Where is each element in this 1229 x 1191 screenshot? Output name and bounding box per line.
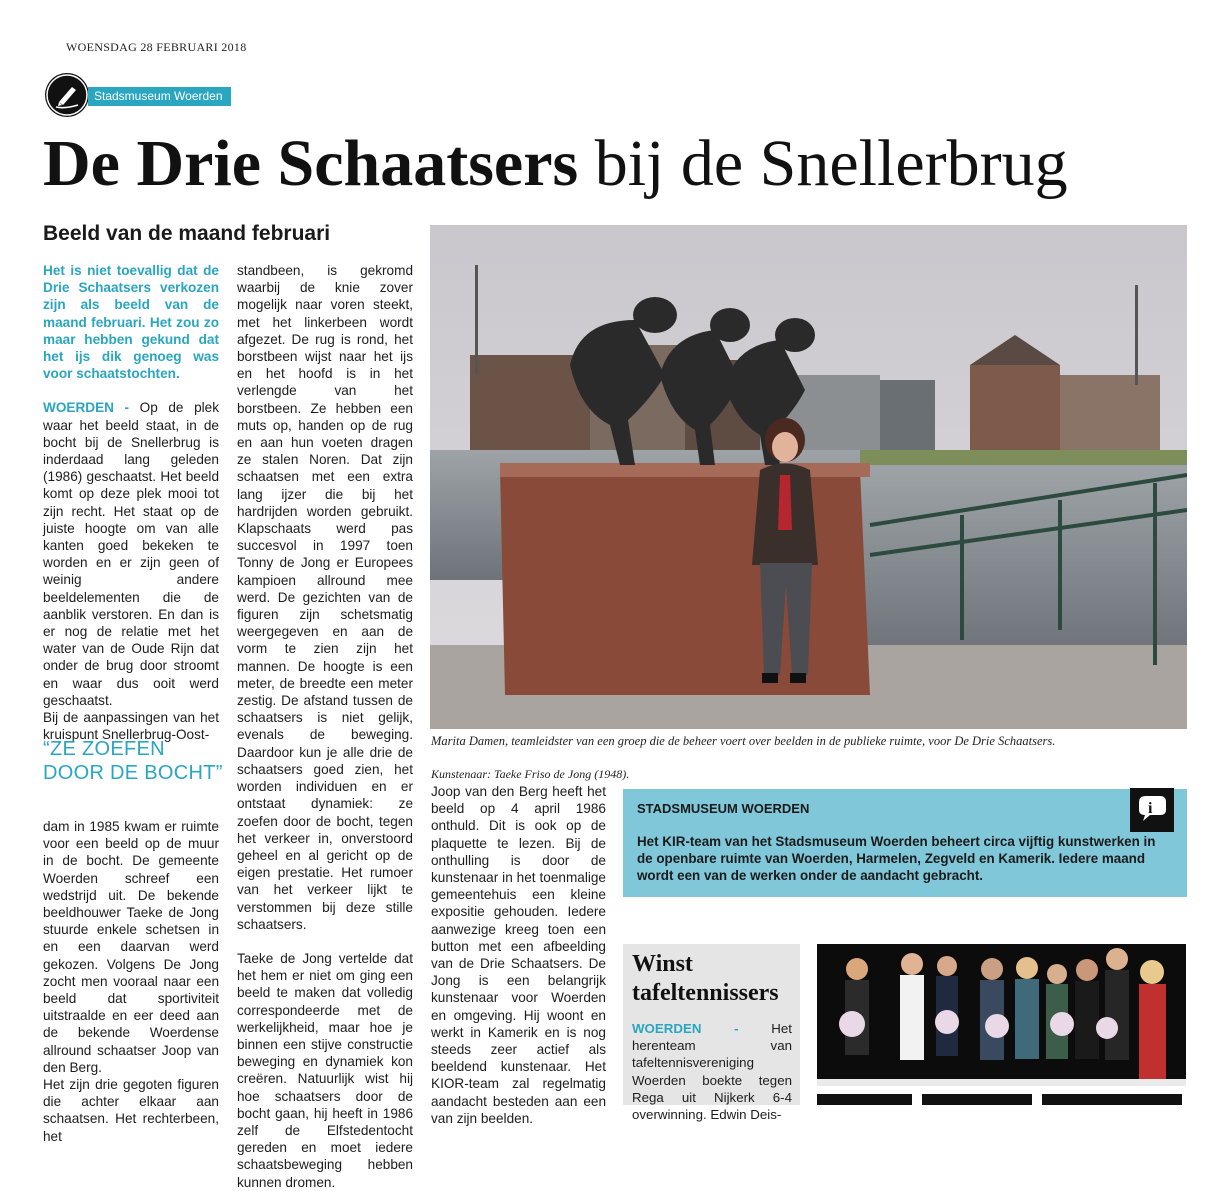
col1-text-1: Op de plek waar het beeld staat, in de bocht bij de Snellerbrug is inderdaad lang geleden (1986) geschaatst. Het beeld komt op deze plek mooi tot zijn recht. Het staat op de juiste hoogte om van alle kanten goed bekeken te worden en er zijn geen of weinig andere beeldelementen die de aanblik verstoren. En dan is er nog de relatie met het water van de Oude Rijn dat onder de brug door stroomt en waar dus ooit werd geschaatst. [43,400,220,708]
sculpture-photo [430,225,1187,729]
col2-paragraph-1: standbeen, is gekromd waarbij de knie zover mogelijk naar voren steekt, met het linkerbeen wordt afgezet. De rug is rond, het borstbeen wijst naar het ijs en het hoofd is in het verlengde van het borstbeen. Ze hebben een muts op, handen op de rug en aan hun voeten dragen ze stalen Noren. Dat zijn schaatsen met een extra lang ijzer die bij het hardrijden worden gebruikt. Klapschaats werd pas succesvol in 1997 toen Tonny de Jong er Europees kampioen allround mee werd. De gezichten van de figuren zijn schetsmatig weergegeven en aan de vorm te zien zijn het mannen. De hoogte is een meter, de breedte een meter zestig. De afstand tussen de schaatsers is niet gelijk, evenals de beweging. Daardoor kun je alle drie de schaatsers goed zien, het worden individuen en er ontstaat dynamiek: ze zoefen door de bocht, tegen het verkeer in, onverstoord geheel en al gericht op de eigen prestatie. Het rumoer van het verkeer lijkt te verstommen bij deze stille schaatsers. [237,263,413,932]
headline-light: bij de Snellerbrug [594,127,1068,200]
info-speech-bubble-icon [1130,788,1174,832]
sidebar-story-body [632,1020,792,1123]
info-box-body: Het KIR-team van het Stadsmuseum Woerden beheert circa vijftig kunstwerken in de openbare ruimte van Woerden, Harmelen, Zegveld en Kamerik. Iedere maand wordt een van de werken onder de aandacht gebracht. [637,834,1156,884]
svg-text:i: i [1148,800,1153,817]
subheading: Beeld van de maand februari [43,222,331,245]
team-photo [817,944,1186,1086]
col1-paragraph-2: Bij de aanpassingen van het kruispunt Snellerbrug-Oost- [43,710,219,743]
col2-paragraph-2: Taeke de Jong vertelde dat het hem er niet om ging een beeld te maken dat volledig correspondeerde met de werkelijkheid, maar hoe je binnen een stijve constructie beweging en dynamiek kon creëren. Natuurlijk wist hij hoe schaatsers door de bocht gaan, hij heeft in 1986 zelf de Elfstedentocht gereden en moet iedere schaatsbeweging hebben kunnen dromen. [237,950,413,1190]
sidebar-story-headline: Winst tafeltennissers [632,951,779,1006]
col1-paragraph-1 [43,399,219,709]
info-box-title: STADSMUSEUM WOERDEN [637,801,810,816]
next-article-headline-cropped [817,1090,1187,1105]
section-tag: Stadsmuseum Woerden [88,87,231,106]
col3-paragraph-1: Joop van den Berg heeft het beeld op 4 april 1986 onthuld. Dit is ook op de plaquette te lezen. Bij de onthulling is door de kunstenaar in het toenmalige gemeentehuis een kleine expositie gehouden. Iedere aanwezige kreeg toen een button met een afbeelding van de Drie Schaatsers. De Jong is een belangrijk kunstenaar voor Woerden en omgeving. Hij woont en werkt in Kamerik en is nog steeds zeer actief als beeldend kunstenaar. Het KIOR-team zal regelmatig aandacht besteden aan een van zijn beelden. [431,784,606,1126]
dateline-word: WOERDEN - [43,400,130,416]
pen-writing-icon [45,73,89,117]
column-1-bottom [43,818,219,1145]
col1-paragraph-3: dam in 1985 kwam er ruimte voor een beeld op de muur in de bocht. De gemeente Woerden schreef een wedstrijd uit. De bekende beeldhouwer Taeke de Jong stuurde enkele schetsen in en een daarvan werd gekozen. Volgens De Jong zocht men vooraal naar een beeld dat sportiviteit uitstraalde en eer deed aan de bekende Woerdense allround schaatser Joop van den Berg. [43,819,219,1075]
column-2 [237,262,413,1191]
column-1-top [43,262,219,743]
artist-credit: Kunstenaar: Taeke Friso de Jong (1948). [431,767,630,781]
page-title [43,127,1068,201]
dateline: WOENSDAG 28 FEBRUARI 2018 [66,40,247,54]
lead-paragraph: Het is niet toevallig dat de Drie Schaatsers verkozen zijn als beeld van de maand februari. Het zou zo maar hebben gekund dat het ijs dik genoeg was voor schaatstochten. [43,263,219,382]
column-3 [431,783,606,1127]
pull-quote: “ZE ZOEFEN DOOR DE BOCHT” [43,738,223,784]
sidebar-dateword: WOERDEN - [632,1021,739,1036]
photo-caption: Marita Damen, teamleidster van een groep die de beheer voert over beelden in de publieke ruimte, voor De Drie Schaatsers. [431,734,1056,748]
col1-paragraph-4: Het zijn drie gegoten figuren die achter elkaar aan schaatsen. Het rechterbeen, het [43,1077,219,1144]
sidebar-story-text: Het herenteam van tafeltennisvereniging Woerden boekte tegen Rega uit Nijkerk 6-4 overwinning. Edwin Deis- [632,1021,792,1123]
headline-bold: De Drie Schaatsers [43,127,579,200]
